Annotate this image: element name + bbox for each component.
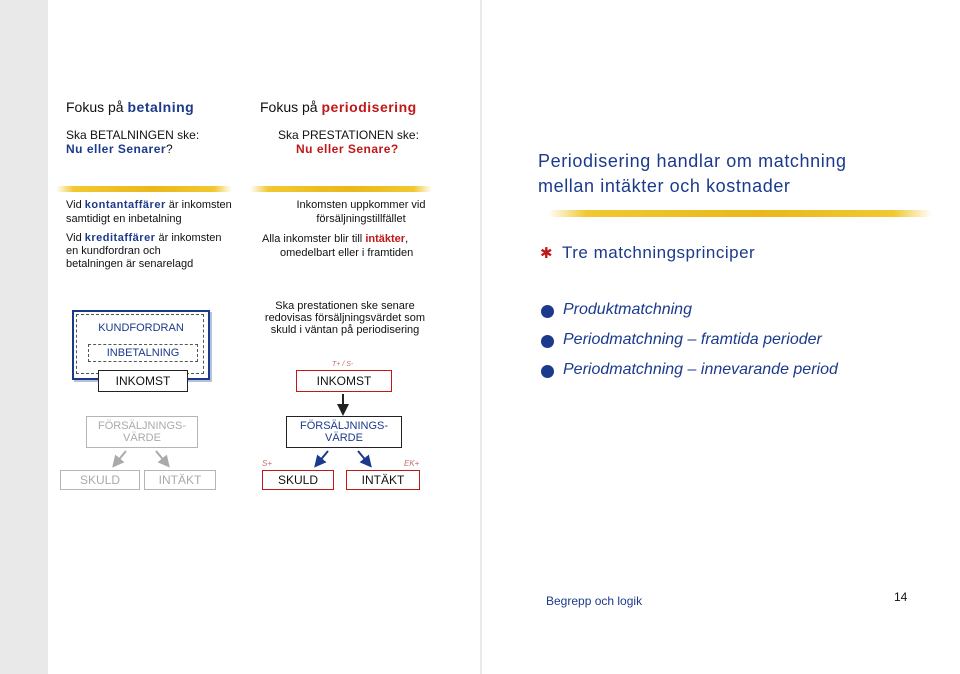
credit-text-d: en kundfordran och — [66, 245, 161, 257]
left-title-focus: betalning — [127, 99, 195, 115]
credit-keyword: kreditaffärer — [84, 232, 156, 244]
cash-text-a: Vid — [66, 199, 82, 211]
bullet-dot-2 — [541, 335, 554, 348]
slide-heading-line1: Periodisering handlar om matchning — [538, 151, 847, 171]
s-plus-label: S+ — [262, 459, 273, 468]
all-text-a: Alla inkomster blir till — [262, 233, 363, 245]
bullet-3 — [563, 361, 838, 379]
bullet-3-sub: innevarande period — [700, 361, 838, 378]
right-inkomst-label: INKOMST — [316, 374, 372, 388]
left-question: Ska BETALNINGEN ske: — [66, 128, 200, 142]
bullet-1 — [563, 301, 692, 319]
credit-text-c: är inkomsten — [158, 232, 222, 244]
right-title-focus: periodisering — [321, 99, 417, 115]
tag-label: T+ / S- — [332, 361, 354, 368]
bullet-2-main: Periodmatchning — [563, 331, 684, 348]
perf-text-c: skuld i väntan på periodisering — [270, 324, 420, 336]
credit-text-e: betalningen är senarelagd — [66, 258, 194, 270]
right-answer-text: Nu eller Senare? — [296, 142, 399, 156]
bullet-2 — [563, 331, 822, 349]
left-inkomst-label: INKOMST — [115, 374, 171, 388]
all-comma: , — [405, 233, 409, 245]
right-fv-label: FÖRSÄLJNINGS- VÄRDE — [299, 420, 388, 444]
kundfordran-label: KUNDFORDRAN — [98, 322, 184, 334]
left-answer-mark: ? — [166, 142, 173, 156]
left-arrow-fv-skuld — [116, 451, 126, 463]
cash-text-d: samtidigt en inbetalning — [66, 213, 182, 225]
right-skuld-label: SKULD — [277, 473, 318, 487]
bullet-2-dash: – — [687, 331, 697, 348]
bullet-dot-1 — [541, 305, 554, 318]
slide-brush-divider — [548, 210, 932, 217]
cash-keyword: kontantaffärer — [84, 199, 166, 211]
left-title-prefix: Fokus på — [66, 99, 124, 115]
left-answer: Nu eller Senarer — [66, 142, 167, 156]
perf-text-a: Ska prestationen ske senare — [275, 300, 415, 312]
left-intakt-label: INTÄKT — [158, 473, 202, 487]
all-keyword: intäkter — [365, 233, 406, 245]
bullet-3-dash: – — [687, 361, 697, 378]
section-title: Tre matchningsprinciper — [562, 243, 756, 262]
right-intakt-label: INTÄKT — [361, 473, 405, 487]
bullet-1-main: Produktmatchning — [563, 301, 692, 318]
inbetalning-label: INBETALNING — [106, 347, 180, 359]
right-title-prefix: Fokus på — [260, 99, 318, 115]
income-text-a: Inkomsten uppkommer vid — [296, 199, 426, 211]
slide-heading — [538, 149, 847, 199]
slide-heading-line2: mellan intäkter och kostnader — [538, 176, 791, 196]
left-arrow-fv-intakt — [156, 451, 166, 463]
page-number: 14 — [894, 590, 908, 604]
credit-text-a: Vid — [66, 232, 82, 244]
right-arrow-fv-skuld — [318, 451, 328, 463]
income-text-b: försäljningstillfället — [316, 213, 406, 225]
cash-text-c: är inkomsten — [168, 199, 232, 211]
bullet-dot-3 — [541, 365, 554, 378]
right-question: Ska PRESTATIONEN ske: — [278, 128, 419, 142]
perf-text-b: redovisas försäljningsvärdet som — [264, 312, 426, 324]
bullet-2-sub: framtida perioder — [700, 331, 822, 348]
left-skuld-label: SKULD — [79, 473, 120, 487]
asterisk-icon: ✱ — [540, 245, 553, 262]
right-arrow-fv-intakt — [358, 451, 368, 463]
left-fv-label: FÖRSÄLJNINGS- VÄRDE — [97, 420, 186, 444]
footer-text: Begrepp och logik — [546, 594, 643, 608]
ek-plus-label: EK+ — [404, 459, 420, 468]
bullet-3-main: Periodmatchning — [563, 361, 684, 378]
all-text-d: omedelbart eller i framtiden — [280, 247, 414, 259]
